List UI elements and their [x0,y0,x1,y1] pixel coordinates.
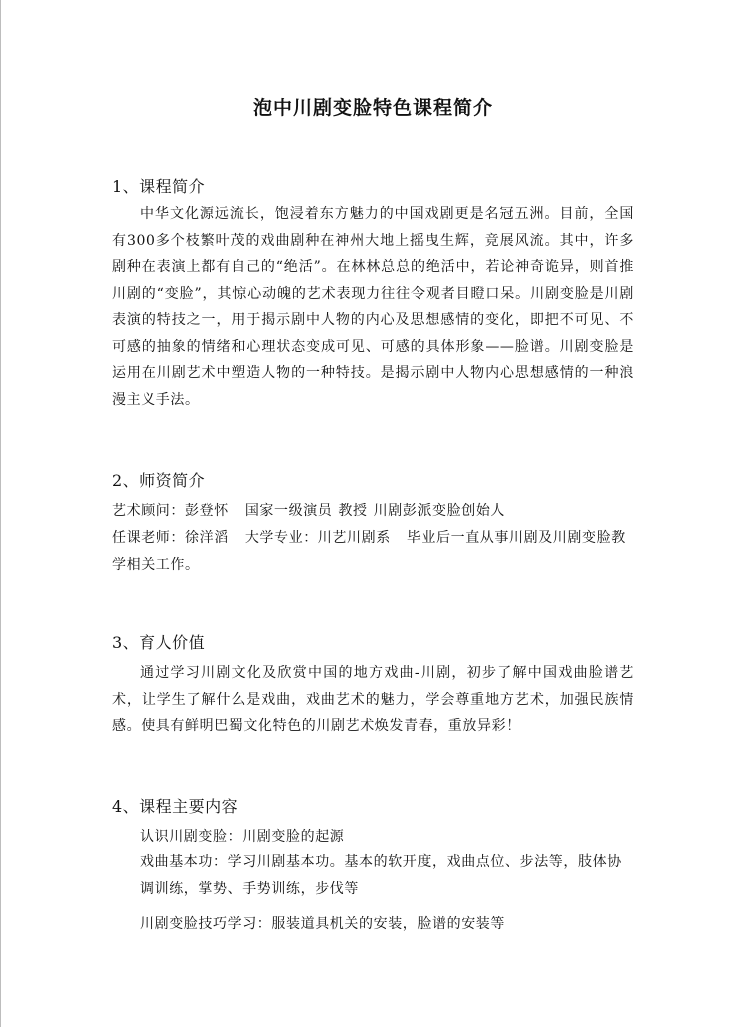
section-2-heading: 2、师资简介 [112,471,206,490]
section-1-body: 中华文化源远流长，饱浸着东方魅力的中国戏剧更是名冠五洲。目前，全国有300多个枝繁叶茂的戏曲剧种在神州大地上摇曳生辉，竞展风流。其中，许多剧种在表演上都有自己的“绝活”。在林林总总的绝活中，若论神奇诡异，则首推川剧的“变脸”，其惊心动魄的艺术表现力往往令观者目瞪口呆。川剧变脸是川剧表演的特技之一，用于揭示剧中人物的内心及思想感情的变化，即把不可见、不可感的抽象的情绪和心理状态变成可见、可感的具体形象——脸谱。川剧变脸是运用在川剧艺术中塑造人物的一种特技。是揭示剧中人物内心思想感情的一种浪漫主义手法。 [112,206,634,408]
adviser-rank: 教授 [338,503,368,519]
content-item: 川剧变脸技巧学习：服装道具机关的安装，脸谱的安装等 [140,916,505,932]
adviser-line [112,500,505,520]
section-3-body: 通过学习川剧文化及欣赏中国的地方戏曲-川剧，初步了解中国戏曲脸谱艺术，让学生了解什么是戏曲，戏曲艺术的魅力，学会尊重地方艺术，加强民族情感。使具有鲜明巴蜀文化特色的川剧艺术焕发青春，重放异彩！ [112,665,634,734]
teacher-experience: 毕业后一直从事川剧及川剧变脸教学相关工作。 [112,530,626,573]
section-4-heading: 4、课程主要内容 [112,797,239,816]
teacher-major: 大学专业：川艺川剧系 [244,530,391,546]
section-3-heading: 3、育人价值 [112,633,206,652]
section-1-heading: 1、课程简介 [112,177,206,196]
content-item: 认识川剧变脸：川剧变脸的起源 [140,829,345,845]
teacher-label: 任课老师：徐洋滔 [112,530,229,546]
adviser-label: 艺术顾问：彭登怀 [112,503,229,519]
content-item: 戏曲基本功：学习川剧基本功。基本的软开度，戏曲点位、步法等，肢体协调训练，掌势、手势训练，步伐等 [140,854,622,897]
adviser-role: 川剧彭派变脸创始人 [373,503,506,519]
page-title: 泡中川剧变脸特色课程简介 [252,97,493,119]
adviser-title: 国家一级演员 [244,503,333,519]
page-edge [0,0,1,1027]
teacher-line [112,525,634,578]
